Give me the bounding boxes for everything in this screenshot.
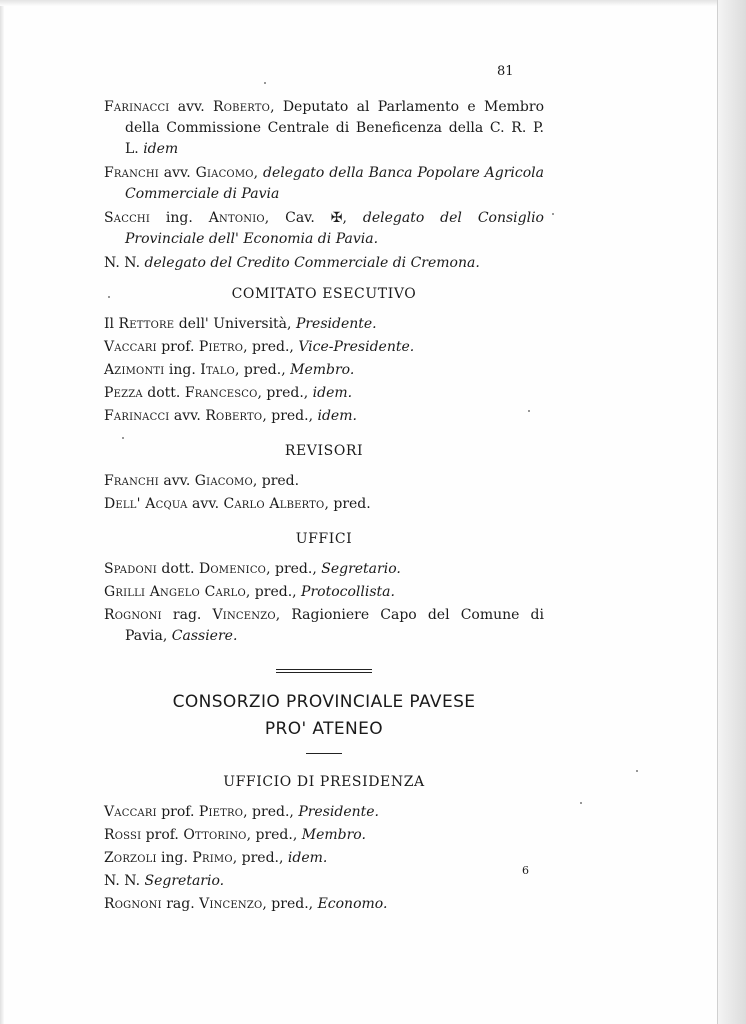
title-line-2: PRO' ATENEO [264, 719, 384, 739]
title-line-1: CONSORZIO PROVINCIALE PAVESE [172, 692, 476, 712]
member-entry: N. N. delegato del Credito Commerciale di Cremona. [104, 255, 480, 271]
member-entry: Sacchi ing. Antonio, Cav. ✠, delegato del Consiglio Provinciale dell' Economia di Pavia. [104, 210, 544, 247]
section-heading-uffici: UFFICI [295, 531, 353, 547]
paper-speck [552, 213, 554, 215]
member-entry: Pezza dott. Francesco, pred., idem. [104, 385, 353, 401]
page-number: 81 [497, 64, 514, 79]
member-entry: Azimonti ing. Italo, pred., Membro. [104, 362, 355, 378]
paper-speck [580, 802, 582, 804]
section-heading-presidenza: UFFICIO DI PRESIDENZA [223, 774, 425, 790]
right-page-edge [717, 0, 746, 1024]
member-entry: Dell' Acqua avv. Carlo Alberto, pred. [104, 496, 371, 512]
member-entry: Zorzoli ing. Primo, pred., idem. [104, 850, 328, 866]
paper-speck [264, 82, 266, 84]
member-entry: Farinacci avv. Roberto, Deputato al Parlamento e Membro della Commissione Centrale di Beneficenza della C. R. P. L. idem [104, 99, 544, 157]
member-entry: Franchi avv. Giacomo, pred. [104, 473, 300, 489]
top-page-edge [0, 0, 720, 6]
consorzio-title [104, 689, 544, 743]
member-entry: Grilli Angelo Carlo, pred., Protocollista. [104, 584, 395, 600]
member-entry: Vaccari prof. Pietro, pred., Vice-Presidente. [104, 339, 415, 355]
signature-mark: 6 [522, 864, 529, 877]
double-rule-divider [276, 669, 372, 673]
member-entry: Rognoni rag. Vincenzo, Ragioniere Capo del Comune di Pavia, Cassiere. [104, 607, 544, 644]
member-entry: Rossi prof. Ottorino, pred., Membro. [104, 827, 366, 843]
page-content [104, 97, 544, 917]
short-rule-divider [306, 753, 342, 754]
member-entry: Farinacci avv. Roberto, pred., idem. [104, 408, 357, 424]
member-entry: Il Rettore dell' Università, Presidente. [104, 316, 377, 332]
member-entry: Franchi avv. Giacomo, delegato della Banca Popolare Agricola Commerciale di Pavia [104, 165, 544, 202]
left-page-edge [0, 0, 4, 1024]
section-heading-revisori: REVISORI [284, 443, 364, 459]
member-entry: Spadoni dott. Domenico, pred., Segretario. [104, 561, 401, 577]
member-entry: Rognoni rag. Vincenzo, pred., Economo. [104, 896, 388, 912]
member-entry: Vaccari prof. Pietro, pred., Presidente. [104, 804, 379, 820]
section-heading-comitato: COMITATO ESECUTIVO [231, 286, 417, 302]
member-entry: N. N. Segretario. [104, 873, 225, 889]
paper-speck [636, 770, 638, 772]
